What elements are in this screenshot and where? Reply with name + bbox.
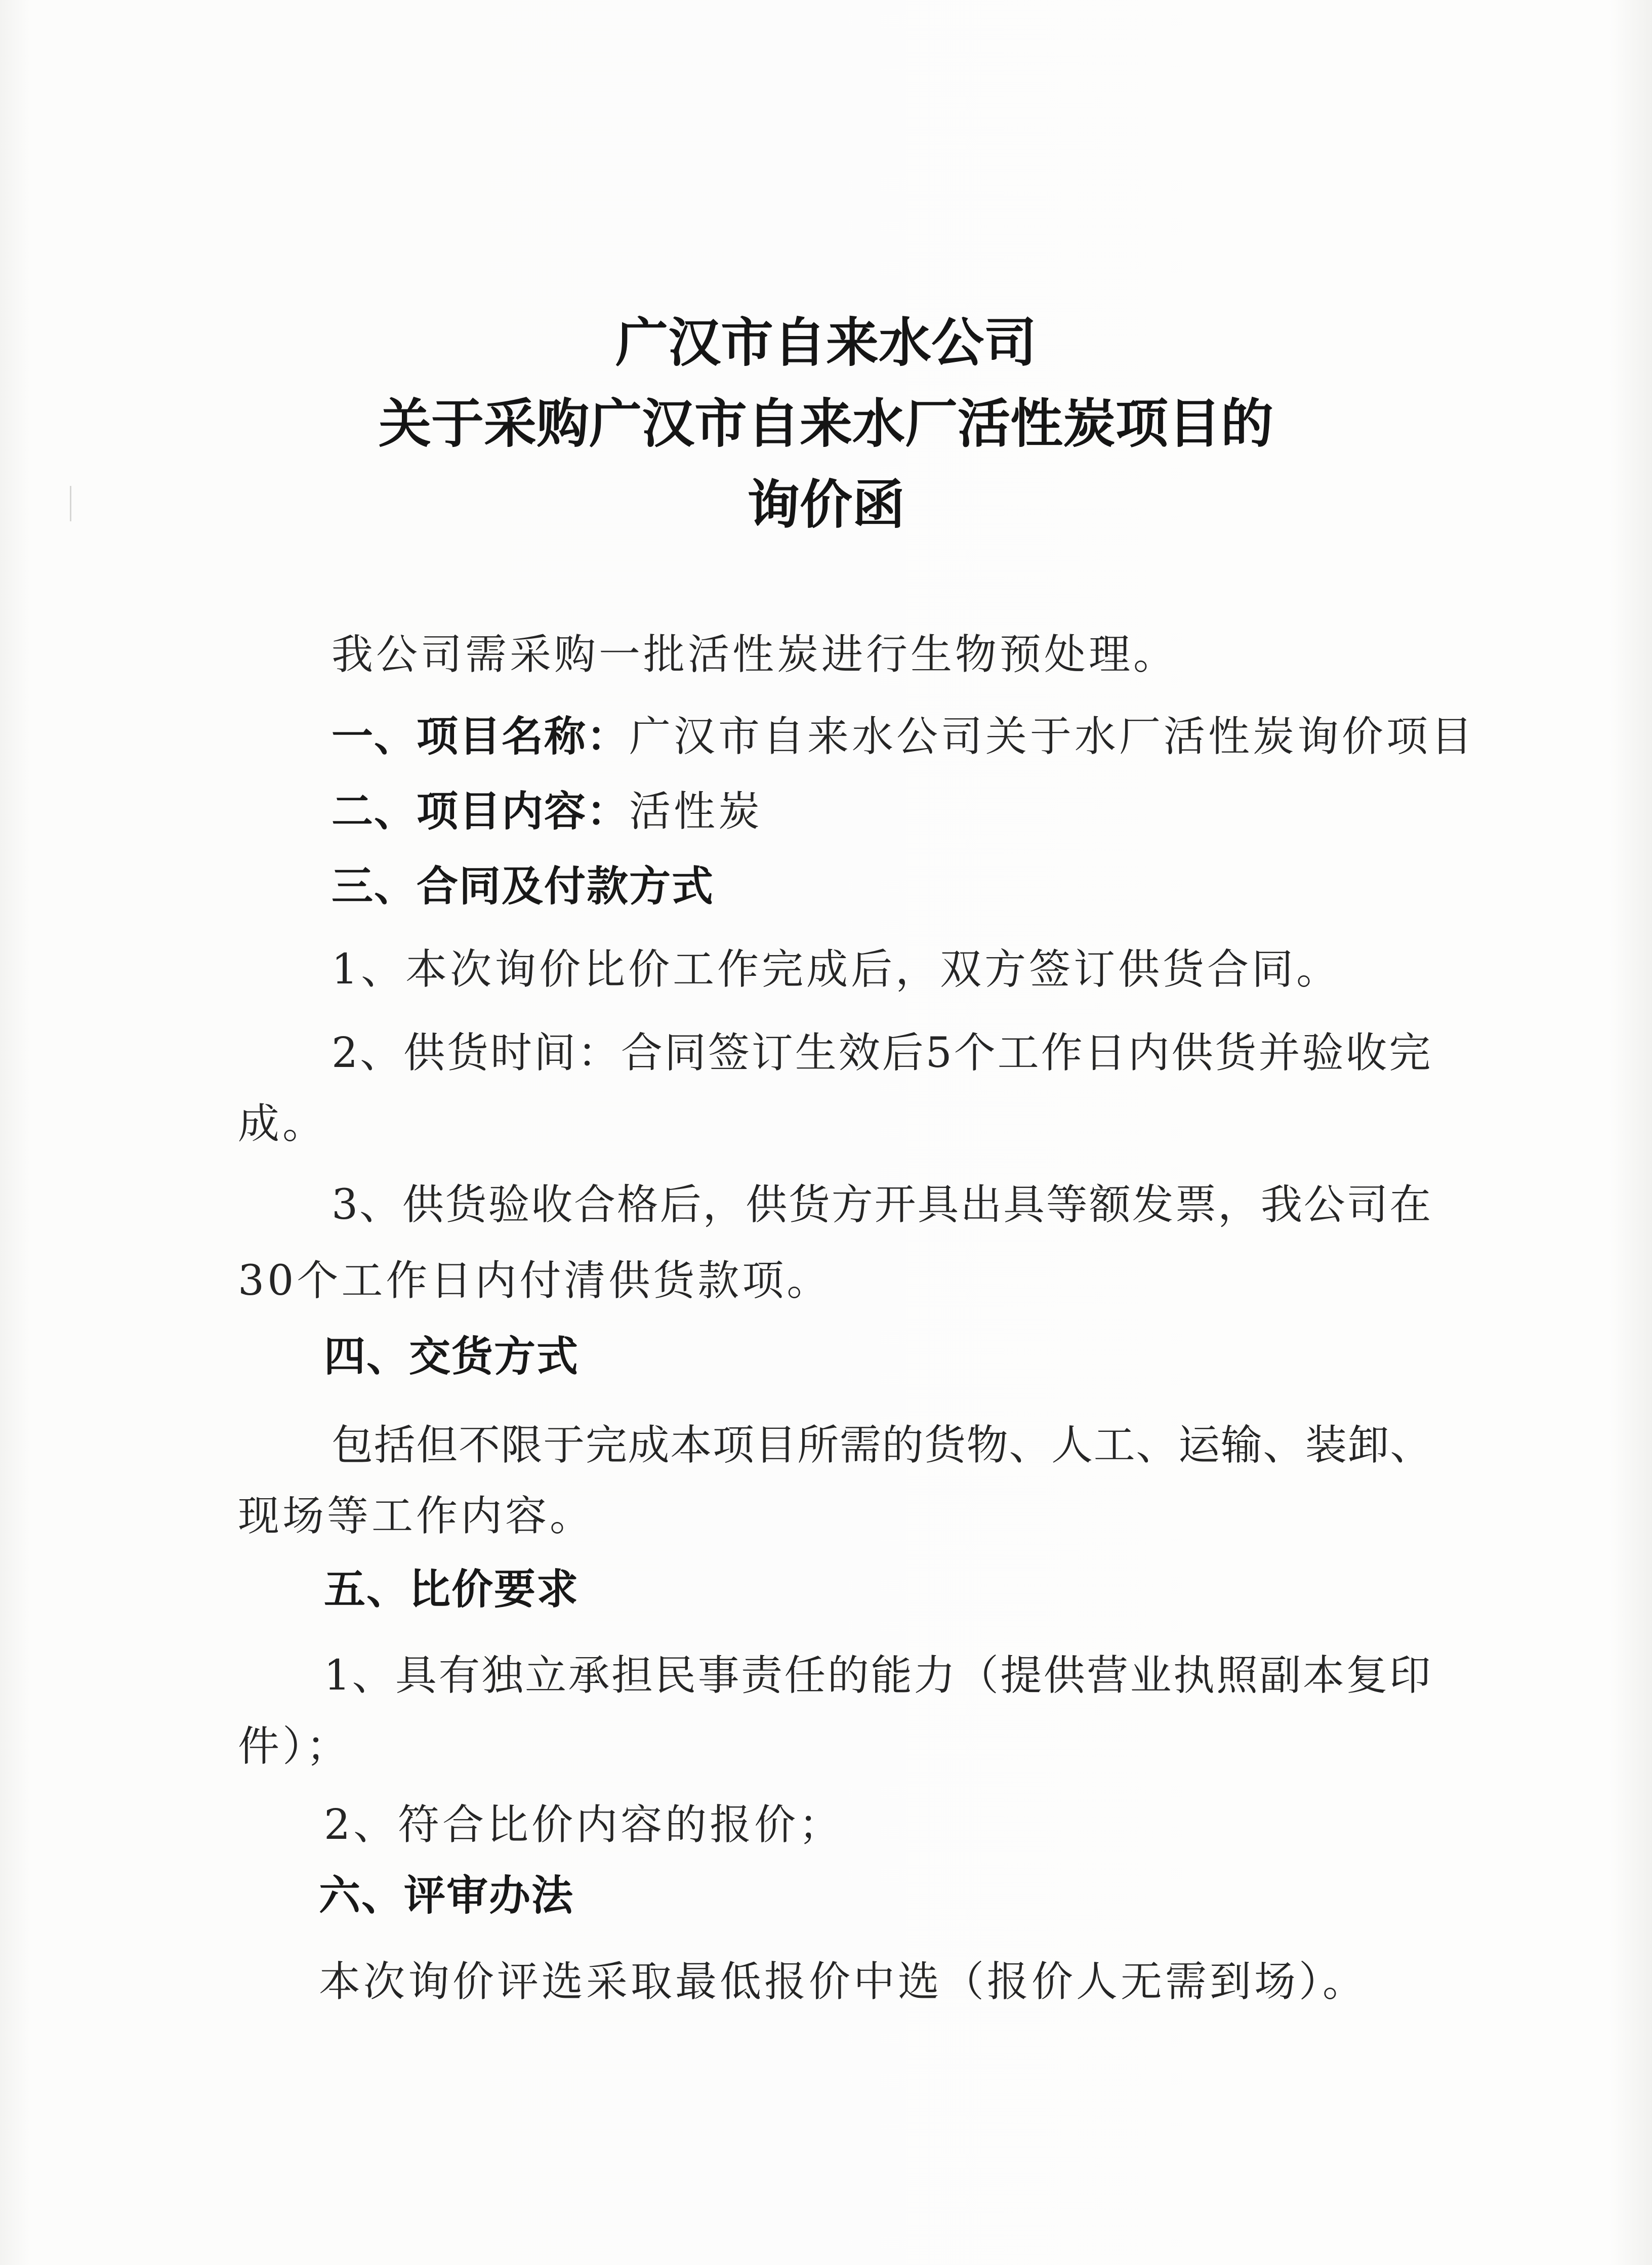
section-3-item-1: 1、本次询价比价工作完成后，双方签订供货合同。 [332, 945, 1341, 994]
section-4-heading: 四、交货方式 [324, 1333, 580, 1381]
section-2-value: 活性炭 [629, 788, 763, 836]
section-5-item-1-line-2: 件）； [238, 1722, 351, 1770]
intro-paragraph: 我公司需采购一批活性炭进行生物预处理。 [332, 631, 1178, 679]
section-5-heading: 五、比价要求 [324, 1566, 580, 1614]
title-line-1: 广汉市自来水公司 [615, 311, 1037, 374]
section-5-item-2: 2、符合比价内容的报价； [324, 1801, 844, 1849]
section-1-value: 广汉市自来水公司关于水厂活性炭询价项目 [629, 713, 1476, 761]
section-6-heading: 六、评审办法 [319, 1872, 574, 1920]
section-3-item-2-line-2: 成。 [238, 1100, 327, 1148]
section-3-item-3-line-2: 30个工作日内付清供货款项。 [238, 1257, 832, 1305]
title-line-3: 询价函 [747, 473, 905, 536]
section-2-label: 二、项目内容： [332, 788, 630, 836]
section-4-text-line-1: 包括但不限于完成本项目所需的货物、人工、运输、装卸、 [332, 1421, 1433, 1469]
section-4-text-line-2: 现场等工作内容。 [238, 1492, 595, 1540]
section-1-line [332, 713, 1476, 761]
section-1-label: 一、项目名称： [332, 713, 630, 761]
section-3-item-2-line-1: 2、供货时间：合同签订生效后5个工作日内供货并验收完 [332, 1029, 1433, 1077]
section-2-line [332, 788, 763, 836]
section-5-item-1-line-1: 1、具有独立承担民事责任的能力（提供营业执照副本复印 [324, 1652, 1433, 1700]
section-3-heading: 三、合同及付款方式 [332, 862, 715, 911]
section-6-text: 本次询价评选采取最低报价中选（报价人无需到场）。 [319, 1958, 1368, 2006]
section-3-item-3-line-1: 3、供货验收合格后，供货方开具出具等额发票，我公司在 [332, 1181, 1433, 1229]
title-line-2: 关于采购广汉市自来水厂活性炭项目的 [378, 392, 1273, 455]
